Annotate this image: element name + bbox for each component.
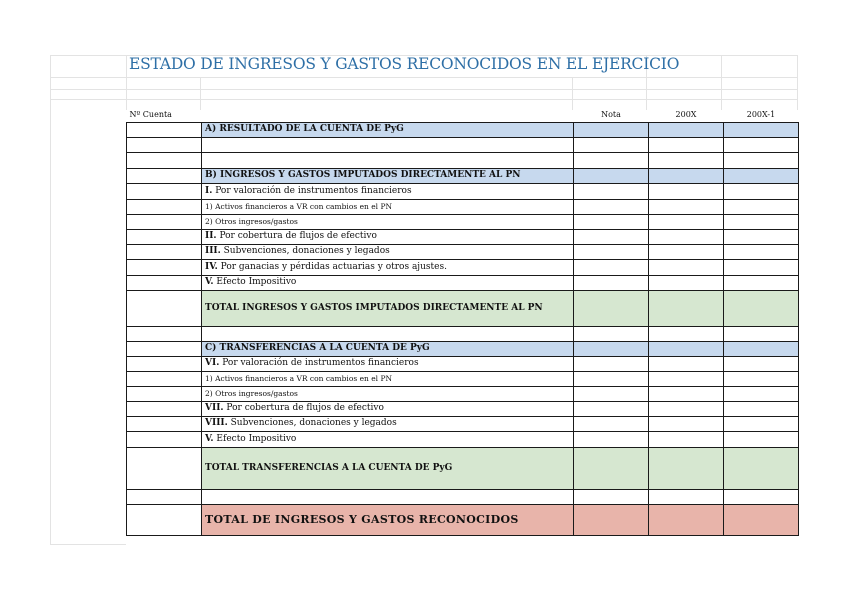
table-row bbox=[127, 152, 799, 168]
table-row bbox=[127, 214, 799, 229]
section-c-header: C) TRANSFERENCIAS A LA CUENTA DE PyG bbox=[202, 341, 574, 356]
table-row bbox=[127, 489, 799, 504]
line-c-vii: VII. Por cobertura de flujos de efectivo bbox=[202, 401, 574, 416]
gridline bbox=[50, 55, 51, 545]
table-row bbox=[127, 401, 799, 416]
table-row bbox=[127, 386, 799, 401]
line-b-ii: II. Por cobertura de flujos de efectivo bbox=[202, 229, 574, 244]
gridline bbox=[50, 544, 126, 545]
table-row bbox=[127, 259, 799, 275]
line-b-i-2: 2) Otros ingresos/gastos bbox=[202, 214, 574, 229]
gridline bbox=[721, 55, 722, 110]
table-row bbox=[127, 168, 799, 183]
gridline bbox=[572, 77, 573, 110]
gridline bbox=[200, 77, 201, 110]
table-row bbox=[127, 431, 799, 447]
table-row bbox=[127, 371, 799, 386]
section-b-header: B) INGRESOS Y GASTOS IMPUTADOS DIRECTAMENTE AL PN bbox=[202, 168, 574, 183]
table-row bbox=[127, 183, 799, 199]
gridline bbox=[50, 99, 798, 100]
line-b-v: V. Efecto Impositivo bbox=[202, 275, 574, 290]
grand-total: TOTAL DE INGRESOS Y GASTOS RECONOCIDOS bbox=[202, 504, 574, 535]
line-b-iv: IV. Por ganacias y pérdidas actuarias y otros ajustes. bbox=[202, 259, 574, 275]
line-b-i: I. Por valoración de instrumentos financieros bbox=[202, 183, 574, 199]
header-row bbox=[127, 109, 799, 122]
table-row bbox=[127, 504, 799, 535]
statement-table bbox=[126, 109, 799, 536]
table-row bbox=[127, 290, 799, 326]
table-row bbox=[127, 244, 799, 259]
gridline bbox=[797, 55, 798, 110]
line-b-iii: III. Subvenciones, donaciones y legados bbox=[202, 244, 574, 259]
section-a-header: A) RESULTADO DE LA CUENTA DE PyG bbox=[202, 122, 574, 137]
table-row bbox=[127, 199, 799, 214]
line-c-viii: VIII. Subvenciones, donaciones y legados bbox=[202, 416, 574, 431]
section-b-total: TOTAL INGRESOS Y GASTOS IMPUTADOS DIRECTAMENTE AL PN bbox=[202, 290, 574, 326]
line-c-v: V. Efecto Impositivo bbox=[202, 431, 574, 447]
line-c-vi: VI. Por valoración de instrumentos financieros bbox=[202, 356, 574, 371]
line-c-vi-2: 2) Otros ingresos/gastos bbox=[202, 386, 574, 401]
table-row bbox=[127, 122, 799, 137]
table-row bbox=[127, 229, 799, 244]
section-c-total: TOTAL TRANSFERENCIAS A LA CUENTA DE PyG bbox=[202, 447, 574, 489]
gridline bbox=[126, 55, 127, 110]
col-header-nota: Nota bbox=[574, 109, 649, 122]
gridline bbox=[50, 89, 798, 90]
table-row bbox=[127, 447, 799, 489]
page-title: ESTADO DE INGRESOS Y GASTOS RECONOCIDOS EN EL EJERCICIO bbox=[129, 55, 680, 73]
table-row bbox=[127, 416, 799, 431]
table-row bbox=[127, 356, 799, 371]
col-header-year2: 200X-1 bbox=[724, 109, 799, 122]
line-c-vi-1: 1) Activos financieros a VR con cambios en el PN bbox=[202, 371, 574, 386]
table-row bbox=[127, 341, 799, 356]
col-header-concept bbox=[202, 109, 574, 122]
col-header-year1: 200X bbox=[649, 109, 724, 122]
gridline bbox=[50, 77, 798, 78]
table-row bbox=[127, 275, 799, 290]
table-row bbox=[127, 326, 799, 341]
col-header-cuenta: Nº Cuenta bbox=[127, 109, 202, 122]
table-row bbox=[127, 137, 799, 152]
line-b-i-1: 1) Activos financieros a VR con cambios en el PN bbox=[202, 199, 574, 214]
